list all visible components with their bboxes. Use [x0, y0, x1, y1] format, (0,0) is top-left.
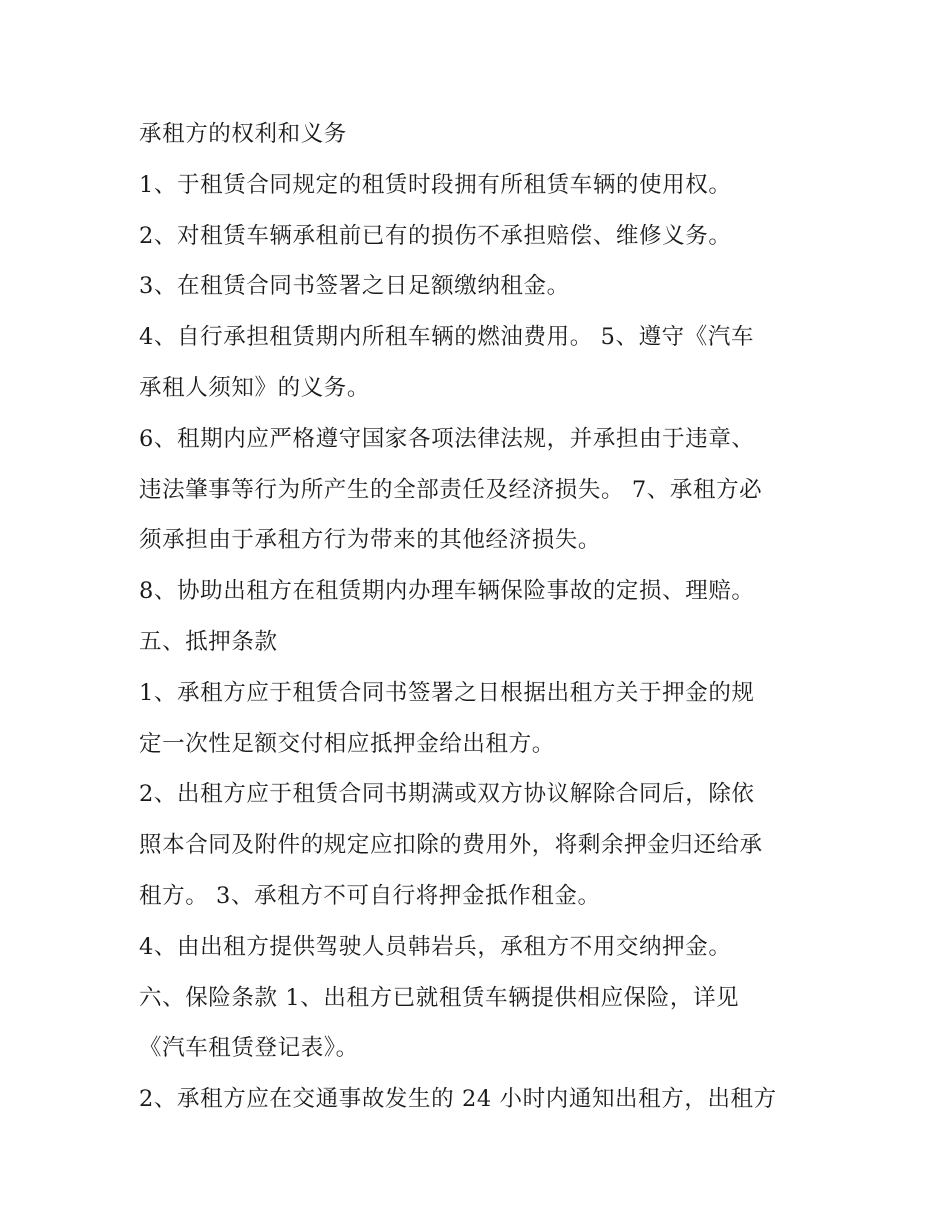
paragraph-line: 2、对租赁车辆承租前已有的损伤不承担赔偿、维修义务。 — [139, 222, 732, 249]
paragraph-line: 照本合同及附件的规定应扣除的费用外，将剩余押金归还给承 — [139, 832, 763, 859]
paragraph-line: 《汽车租赁登记表》。 — [139, 1035, 359, 1062]
section-heading-lessee-rights: 承租方的权利和义务 — [139, 121, 347, 147]
paragraph-line: 6、租期内应严格遵守国家各项法律法规，并承担由于违章、 — [139, 425, 755, 452]
paragraph-line: 1、于租赁合同规定的租赁时段拥有所租赁车辆的使用权。 — [139, 171, 732, 198]
paragraph-line: 2、承租方应在交通事故发生的 24 小时内通知出租方，出租方 — [139, 1086, 777, 1113]
document-body — [139, 109, 829, 1125]
paragraph-line: 4、自行承担租赁期内所租车辆的燃油费用。 5、遵守《汽车 — [139, 324, 755, 351]
section-heading-insurance: 六、保险条款 1、出租方已就租赁车辆提供相应保险，详见 — [139, 984, 740, 1011]
paragraph-line: 定一次性足额交付相应抵押金给出租方。 — [139, 730, 555, 757]
paragraph-line: 违法肇事等行为所产生的全部责任及经济损失。 7、承租方必 — [139, 476, 763, 503]
paragraph-line: 2、出租方应于租赁合同书期满或双方协议解除合同后，除依 — [139, 781, 755, 808]
paragraph-line: 1、承租方应于租赁合同书签署之日根据出租方关于押金的规 — [139, 679, 755, 706]
paragraph-line: 3、在租赁合同书签署之日足额缴纳租金。 — [139, 273, 570, 300]
section-heading-deposit: 五、抵押条款 — [139, 628, 278, 655]
paragraph-line: 8、协助出租方在租赁期内办理车辆保险事故的定损、理赔。 — [139, 578, 755, 605]
paragraph-line: 租方。 3、承租方不可自行将押金抵作租金。 — [139, 882, 601, 909]
paragraph-line: 4、由出租方提供驾驶人员韩岩兵，承租方不用交纳押金。 — [139, 933, 732, 960]
paragraph-line: 承租人须知》的义务。 — [139, 374, 371, 401]
paragraph-line: 须承担由于承租方行为带来的其他经济损失。 — [139, 527, 602, 554]
